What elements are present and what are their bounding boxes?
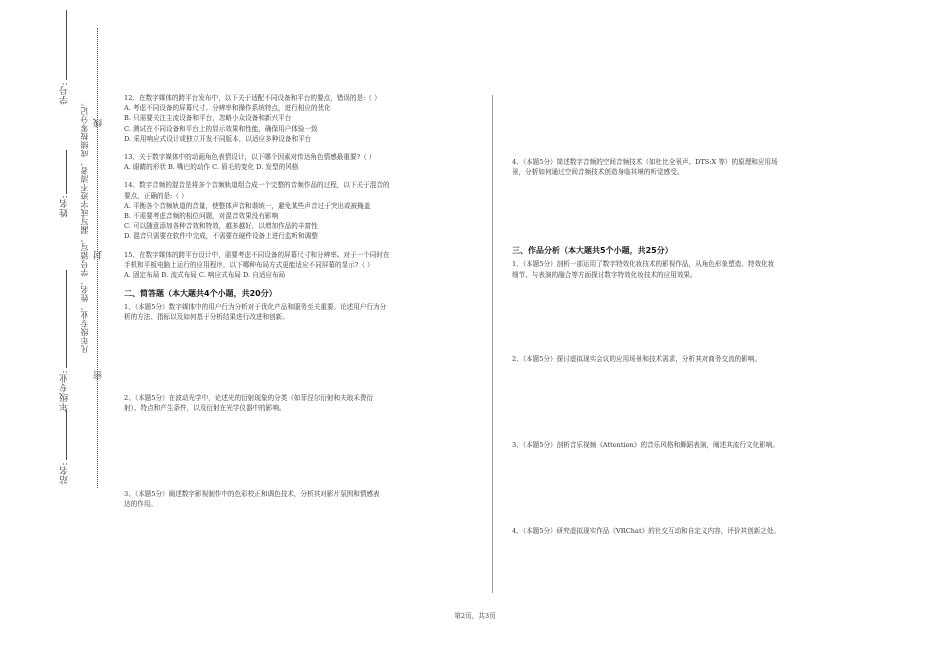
question-13 bbox=[124, 152, 472, 172]
short-answer-1 bbox=[124, 302, 472, 322]
a2-text: 2、（本题5分）探讨虚拟现实会议的应用场景和技术需求，分析其对商务交流的影响。 bbox=[512, 354, 762, 363]
q15-stem-2: 手机和平板电脑上运行的应用程序，以下哪种布局方式更能适应不同屏幕的显示?（ ） bbox=[124, 260, 374, 269]
analysis-2 bbox=[512, 354, 872, 364]
analysis-3 bbox=[512, 440, 872, 450]
section-2-title: 二、简答题（本大题共4个小题，共20分） bbox=[124, 289, 277, 299]
right-column bbox=[512, 157, 872, 536]
s2-line-2: 射）、特点和产生条件，以及衍射在光学仪器中的影响。 bbox=[124, 403, 286, 412]
q14-stem-2: 要点，正确的是:（ ） bbox=[124, 191, 188, 200]
q12-stem: 12、在数字媒体的跨平台发布中，以下关于适配不同设备和平台的要点，错误的是:（ ） bbox=[124, 94, 381, 102]
analysis-4 bbox=[512, 526, 872, 536]
column-divider bbox=[492, 95, 493, 593]
q14-option-d: D. 混音只需要在软件中完成，不需要在硬件设备上进行监听和调整 bbox=[124, 232, 318, 241]
q13-stem: 13、关于数字媒体中的动画角色表情设计，以下哪个因素对传达角色情感最重要?（ ） bbox=[124, 153, 376, 162]
s4-line-1: 4、（本题5分）简述数字音频的空间音频技术（如杜比全景声、DTS:X 等）的原理和应用场 bbox=[512, 158, 778, 166]
q14-option-a: A. 平衡各个音频轨道的音量，使整体声音和谐统一，避免某些声音过于突出或被掩盖 bbox=[124, 201, 371, 210]
student-id-label: 学号: bbox=[60, 82, 70, 105]
question-14 bbox=[124, 180, 472, 241]
q14-option-c: C. 可以随意添加各种音效和特效，越多越好，以增加作品的丰富性 bbox=[124, 222, 318, 231]
q14-option-b: B. 不需要考虑音频的相位问题，对混音效果没有影响 bbox=[124, 212, 279, 221]
s2-line-1: 2、（本题5分）在波动光学中，论述光的衍射现象的分类（如菲涅尔衍射和夫琅禾费衍 bbox=[124, 393, 374, 402]
a1-line-1: 1、（本题5分）剖析一部运用了数字特效化妆技术的影视作品，从角色形象塑造、特效化妆 bbox=[512, 260, 775, 269]
short-answer-3 bbox=[124, 489, 472, 509]
s4-line-2: 景，分析如何通过空间音频技术创造身临其境的听觉感受。 bbox=[512, 168, 684, 177]
name-label: 姓名: bbox=[60, 195, 70, 218]
q12-option-d: D. 采用响应式设计或独立开发不同版本，以适应多种设备和平台 bbox=[124, 134, 312, 143]
section-3-title: 三、作品分析（本大题共5个小题，共25分） bbox=[512, 246, 673, 256]
q15-options: A. 固定布局 B. 流式布局 C. 响应式布局 D. 自适应布局 bbox=[124, 271, 286, 280]
major-label: 年级专业: bbox=[60, 370, 70, 412]
left-column bbox=[124, 93, 472, 509]
school-label: 站名: bbox=[60, 462, 70, 485]
a3-text: 3、（本题5分）剖析音乐视频《Attention》的音乐风格和舞蹈表演，阐述其流行文化影响。 bbox=[512, 441, 779, 450]
s3-line-2: 达的作用。 bbox=[124, 500, 157, 509]
school-line bbox=[66, 410, 67, 460]
q15-stem-1: 15、在数字媒体的跨平台设计中，需要考虑不同设备的屏幕尺寸和分辨率。对于一个同时在 bbox=[124, 250, 390, 259]
q12-option-c: C. 测试在不同设备和平台上的显示效果和性能，确保用户体验一致 bbox=[124, 124, 318, 133]
q14-stem-1: 14、数字音频的混音是将多个音频轨道组合成一个完整的音频作品的过程，以下关于混音的 bbox=[124, 181, 390, 190]
name-line bbox=[66, 150, 67, 194]
cut-dotted-line bbox=[97, 28, 98, 488]
cut-mark-mi: 密 bbox=[94, 370, 104, 380]
q12-option-b: B. 只需要关注主流设备和平台，忽略小众设备和新兴平台 bbox=[124, 114, 292, 123]
cut-mark-feng: 封 bbox=[94, 250, 104, 260]
student-id-line bbox=[66, 10, 67, 80]
short-answer-2 bbox=[124, 393, 472, 413]
cut-mark-xian: 线 bbox=[94, 118, 104, 128]
question-12 bbox=[124, 93, 472, 144]
s3-line-1: 3、（本题5分）阐述数字影视制作中的色彩校正和调色技术，分析其对影片氛围和情感表 bbox=[124, 490, 380, 499]
binding-margin bbox=[0, 0, 110, 672]
binding-note: 凡年级专业、姓名、学号错写、漏写或字迹不清者，成绩按零分记。 bbox=[80, 98, 89, 353]
short-answer-4 bbox=[512, 157, 872, 177]
page-footer: 第2页，共3页 bbox=[454, 612, 496, 620]
s1-line-1: 1、（本题5分）数字媒体中的用户行为分析对于优化产品和服务至关重要。论述用户行为分 bbox=[124, 303, 387, 312]
a1-line-2: 细节、与表演的融合等方面探讨数字特效化妆技术的应用效果。 bbox=[512, 270, 697, 279]
major-line bbox=[66, 270, 67, 368]
a4-text: 4、（本题5分）研究虚拟现实作品《VRChat》的社交互动和自定义内容，评价其创新之处。 bbox=[512, 527, 781, 536]
q12-option-a: A. 考虑不同设备的屏幕尺寸、分辨率和操作系统特点，进行相应的优化 bbox=[124, 104, 331, 113]
s1-line-2: 析的方法、指标以及如何基于分析结果进行改进和创新。 bbox=[124, 313, 289, 322]
q13-options: A. 眼睛的形状 B. 嘴巴的动作 C. 眉毛的变化 D. 发型的风格 bbox=[124, 163, 299, 172]
analysis-1 bbox=[512, 259, 872, 279]
question-15 bbox=[124, 250, 472, 281]
